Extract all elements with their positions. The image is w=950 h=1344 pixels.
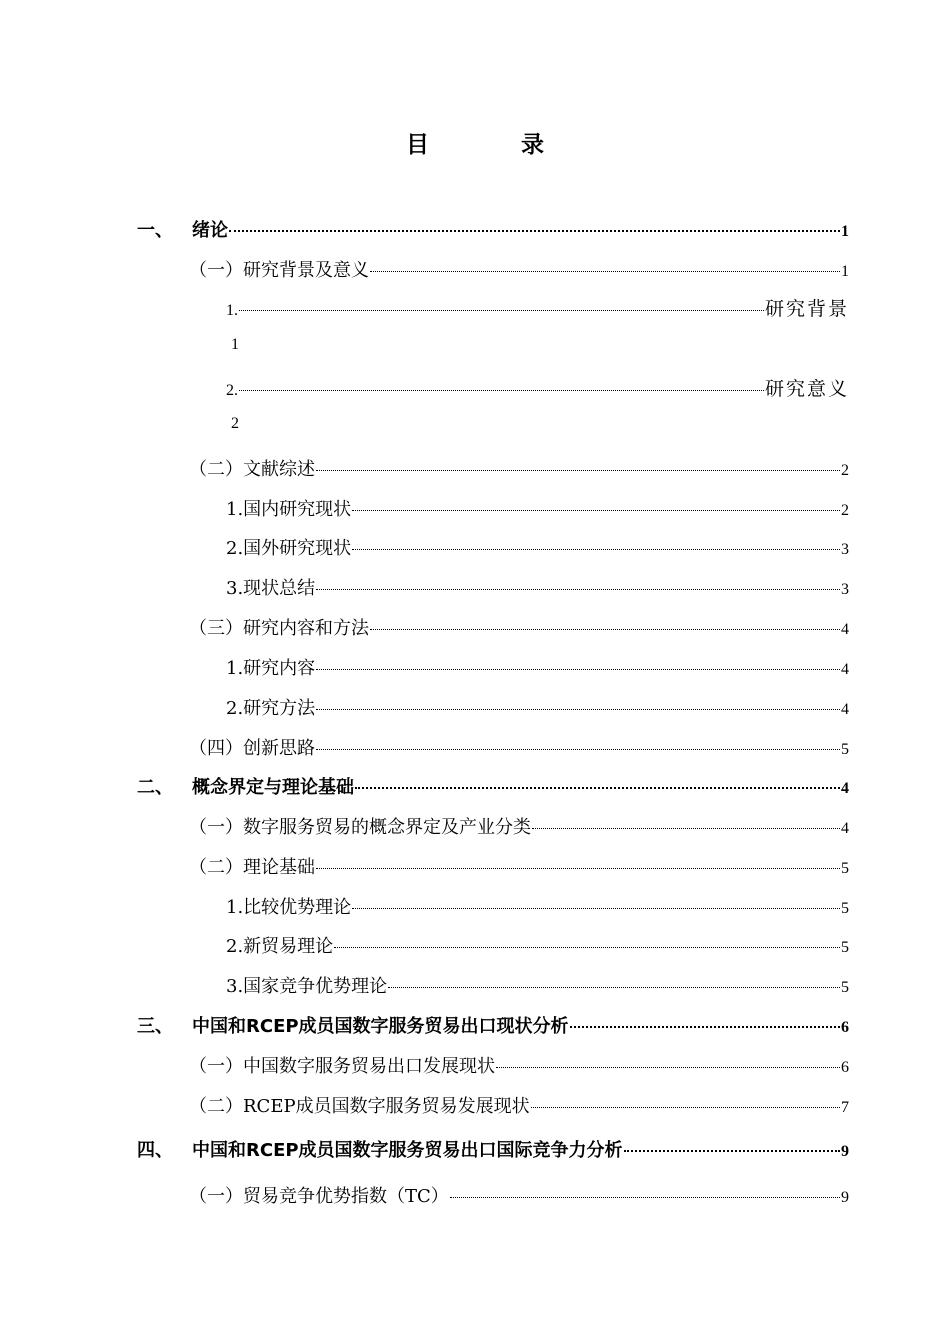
dot-leader (496, 1067, 840, 1068)
toc-entry-subsection[interactable] (226, 893, 849, 919)
toc-entry-section[interactable] (189, 614, 849, 640)
dot-leader (316, 669, 840, 670)
toc-page-number: 6 (841, 1059, 849, 1076)
dot-leader (388, 987, 840, 988)
toc-entry-chapter-1[interactable] (137, 216, 849, 242)
toc-label: （四）创新思路 (189, 738, 315, 759)
toc-label: 2.新贸易理论 (226, 936, 334, 957)
toc-page-number: 3 (841, 541, 849, 558)
toc-page-number: 2 (231, 415, 239, 432)
toc-label: 中国和RCEP成员国数字服务贸易出口现状分析 (192, 1016, 569, 1037)
toc-entry-chapter-4[interactable] (137, 1136, 849, 1162)
dot-leader (352, 549, 840, 550)
toc-label: 研究背景 (764, 298, 849, 320)
toc-label: （一）贸易竞争优势指数（TC） (189, 1186, 449, 1207)
toc-entry-chapter-3[interactable] (137, 1012, 849, 1038)
dot-leader (316, 589, 840, 590)
toc-number: 三、 (137, 1016, 173, 1037)
toc-label: （二）文献综述 (189, 459, 315, 480)
dot-leader (239, 390, 764, 391)
toc-page-number: 5 (841, 900, 849, 917)
dot-leader (570, 1026, 840, 1028)
dot-leader (316, 868, 840, 869)
dot-leader (334, 947, 840, 948)
toc-number: 四、 (137, 1140, 173, 1161)
dot-leader (450, 1197, 840, 1198)
toc-label: 1.比较优势理论 (226, 897, 352, 918)
toc-entry-section[interactable] (189, 1182, 849, 1208)
toc-page-number: 6 (841, 1019, 849, 1036)
toc-number: 1. (226, 302, 238, 319)
toc-label: 3.国家竞争优势理论 (226, 976, 388, 997)
toc-page-number: 5 (841, 979, 849, 996)
toc-page-number: 9 (841, 1143, 849, 1160)
toc-page-number: 4 (841, 621, 849, 638)
toc-label: （一）数字服务贸易的概念界定及产业分类 (189, 817, 531, 838)
toc-page-number: 2 (841, 462, 849, 479)
toc-entry-subsection[interactable] (226, 534, 849, 560)
toc-page-number: 7 (841, 1099, 849, 1116)
dot-leader (316, 470, 840, 471)
toc-page-number: 5 (841, 741, 849, 758)
dot-leader (531, 1107, 840, 1108)
toc-label: 绪论 (192, 220, 228, 241)
page-title: 目 录 (405, 132, 586, 158)
dot-leader (352, 908, 840, 909)
dot-leader (239, 310, 764, 311)
toc-page-number: 3 (841, 581, 849, 598)
toc-page-number: 4 (841, 820, 849, 837)
toc-entry-subsection[interactable] (226, 932, 849, 958)
toc-page-number: 2 (841, 502, 849, 519)
toc-entry-section[interactable] (189, 1052, 849, 1078)
toc-number: 二、 (137, 777, 173, 798)
dot-leader (624, 1150, 840, 1152)
toc-page-number: 1 (841, 223, 849, 240)
dot-leader (370, 629, 840, 630)
toc-entry-section[interactable] (189, 256, 849, 282)
dot-leader (316, 749, 840, 750)
toc-label: （一）中国数字服务贸易出口发展现状 (189, 1056, 495, 1077)
toc-entry-section[interactable] (189, 1092, 849, 1118)
toc-number: 2. (226, 382, 238, 399)
toc-entry-section[interactable] (189, 455, 849, 481)
toc-label: 1.国内研究现状 (226, 499, 352, 520)
dot-leader (316, 709, 840, 710)
toc-entry-chapter-2[interactable] (137, 773, 849, 799)
toc-page-number: 4 (841, 780, 849, 797)
dot-leader (532, 828, 840, 829)
toc-page-number: 5 (841, 939, 849, 956)
toc-page-number: 1 (231, 336, 239, 353)
toc-label: 2.国外研究现状 (226, 538, 352, 559)
toc-entry-subsection[interactable] (226, 972, 849, 998)
toc-label: 3.现状总结 (226, 578, 316, 599)
toc-entry-section[interactable] (189, 734, 849, 760)
toc-label: （二）RCEP成员国数字服务贸易发展现状 (189, 1096, 530, 1117)
toc-number: 一、 (137, 220, 173, 241)
toc-label: 中国和RCEP成员国数字服务贸易出口国际竞争力分析 (192, 1140, 623, 1161)
toc-label: 2.研究方法 (226, 698, 316, 719)
toc-entry-subsection[interactable] (226, 574, 849, 600)
toc-entry-section[interactable] (189, 853, 849, 879)
toc-label: （一）研究背景及意义 (189, 260, 369, 281)
toc-entry-section[interactable] (189, 813, 849, 839)
toc-page-number: 4 (841, 661, 849, 678)
toc-entry-subsection[interactable] (226, 694, 849, 720)
toc-page-number: 5 (841, 860, 849, 877)
toc-page-number: 9 (841, 1189, 849, 1206)
toc-label: （二）理论基础 (189, 857, 315, 878)
dot-leader (229, 230, 840, 232)
toc-label: （三）研究内容和方法 (189, 618, 369, 639)
toc-entry-subsection[interactable] (226, 495, 849, 521)
dot-leader (352, 510, 840, 511)
toc-page-number: 1 (841, 263, 849, 280)
toc-label: 1.研究内容 (226, 658, 316, 679)
toc-entry-subsection[interactable] (226, 294, 849, 321)
toc-page-number: 4 (841, 701, 849, 718)
toc-label: 概念界定与理论基础 (192, 777, 354, 798)
dot-leader (355, 787, 840, 789)
toc-label: 研究意义 (764, 378, 849, 400)
toc-entry-subsection[interactable] (226, 654, 849, 680)
dot-leader (370, 271, 840, 272)
toc-entry-subsection[interactable] (226, 374, 849, 401)
